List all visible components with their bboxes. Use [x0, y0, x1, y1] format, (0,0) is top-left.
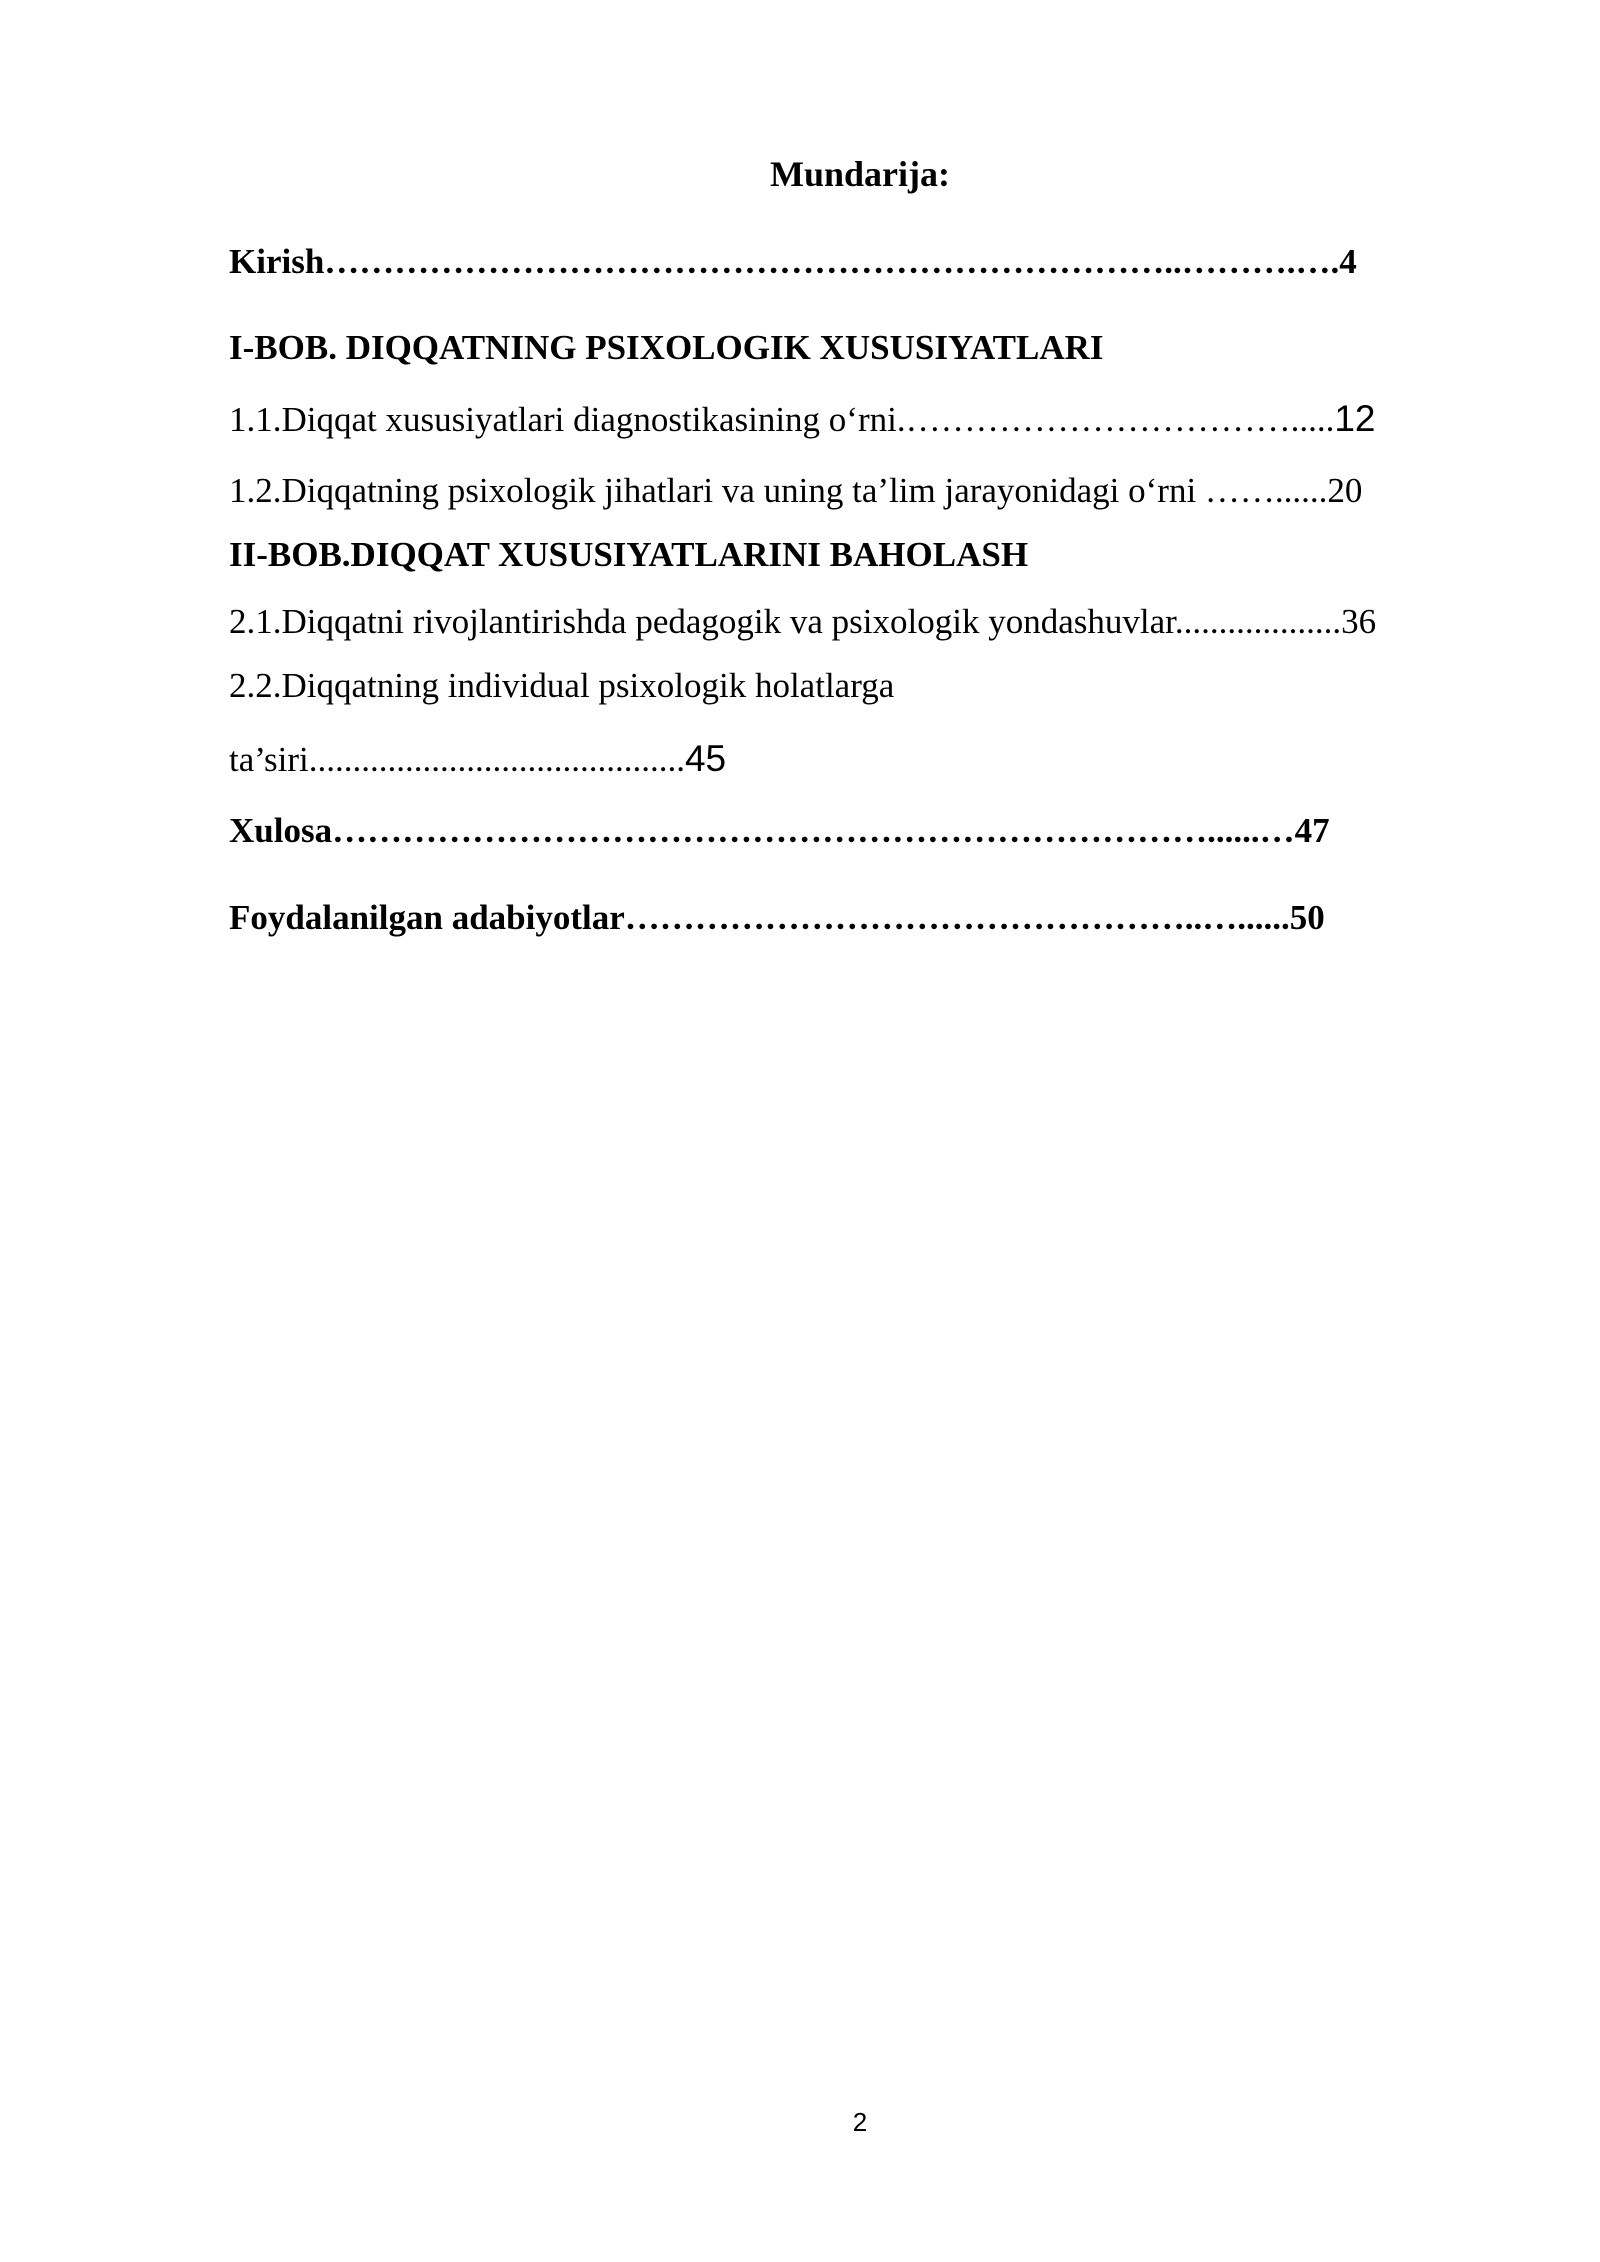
toc-chapter-1-heading[interactable]: I-BOB. DIQQATNING PSIXOLOGIK XUSUSIYATLARI — [229, 328, 1104, 367]
toc-entry-kirish[interactable]: Kirish………………………………………………………………..……….….4 — [229, 242, 1357, 281]
toc-entry-2-2-line2[interactable] — [229, 737, 726, 782]
toc-entry-2-2-page: 45 — [684, 738, 727, 779]
toc-entry-2-2-label: ta’siri........................................... — [229, 740, 685, 779]
page-number: 2 — [852, 2107, 868, 2137]
toc-entry-1-1-label: 1.1.Diqqat xususiyatlari diagnostikasining o‘rni.……………………………..... — [229, 400, 1335, 439]
toc-entry-1-1[interactable] — [229, 397, 1376, 442]
toc-entry-1-1-page: 12 — [1334, 398, 1376, 439]
toc-entry-xulosa[interactable]: Xulosa…………………………………………………………………......…47 — [229, 811, 1330, 850]
toc-entry-1-2[interactable]: 1.2.Diqqatning psixologik jihatlari va uning ta’lim jarayonidagi o‘rni ……......20 — [229, 471, 1363, 510]
toc-entry-2-1[interactable]: 2.1.Diqqatni rivojlantirishda pedagogik va psixologik yondashuvlar...................36 — [229, 602, 1377, 641]
toc-entry-2-2-line1[interactable]: 2.2.Diqqatning individual psixologik holatlarga — [229, 666, 895, 705]
toc-title: Mundarija: — [770, 154, 950, 194]
toc-chapter-2-heading[interactable]: II-BOB.DIQQAT XUSUSIYATLARINI BAHOLASH — [229, 535, 1029, 574]
toc-entry-adabiyotlar[interactable]: Foydalanilgan adabiyotlar…………………………………………..…......50 — [229, 898, 1325, 937]
